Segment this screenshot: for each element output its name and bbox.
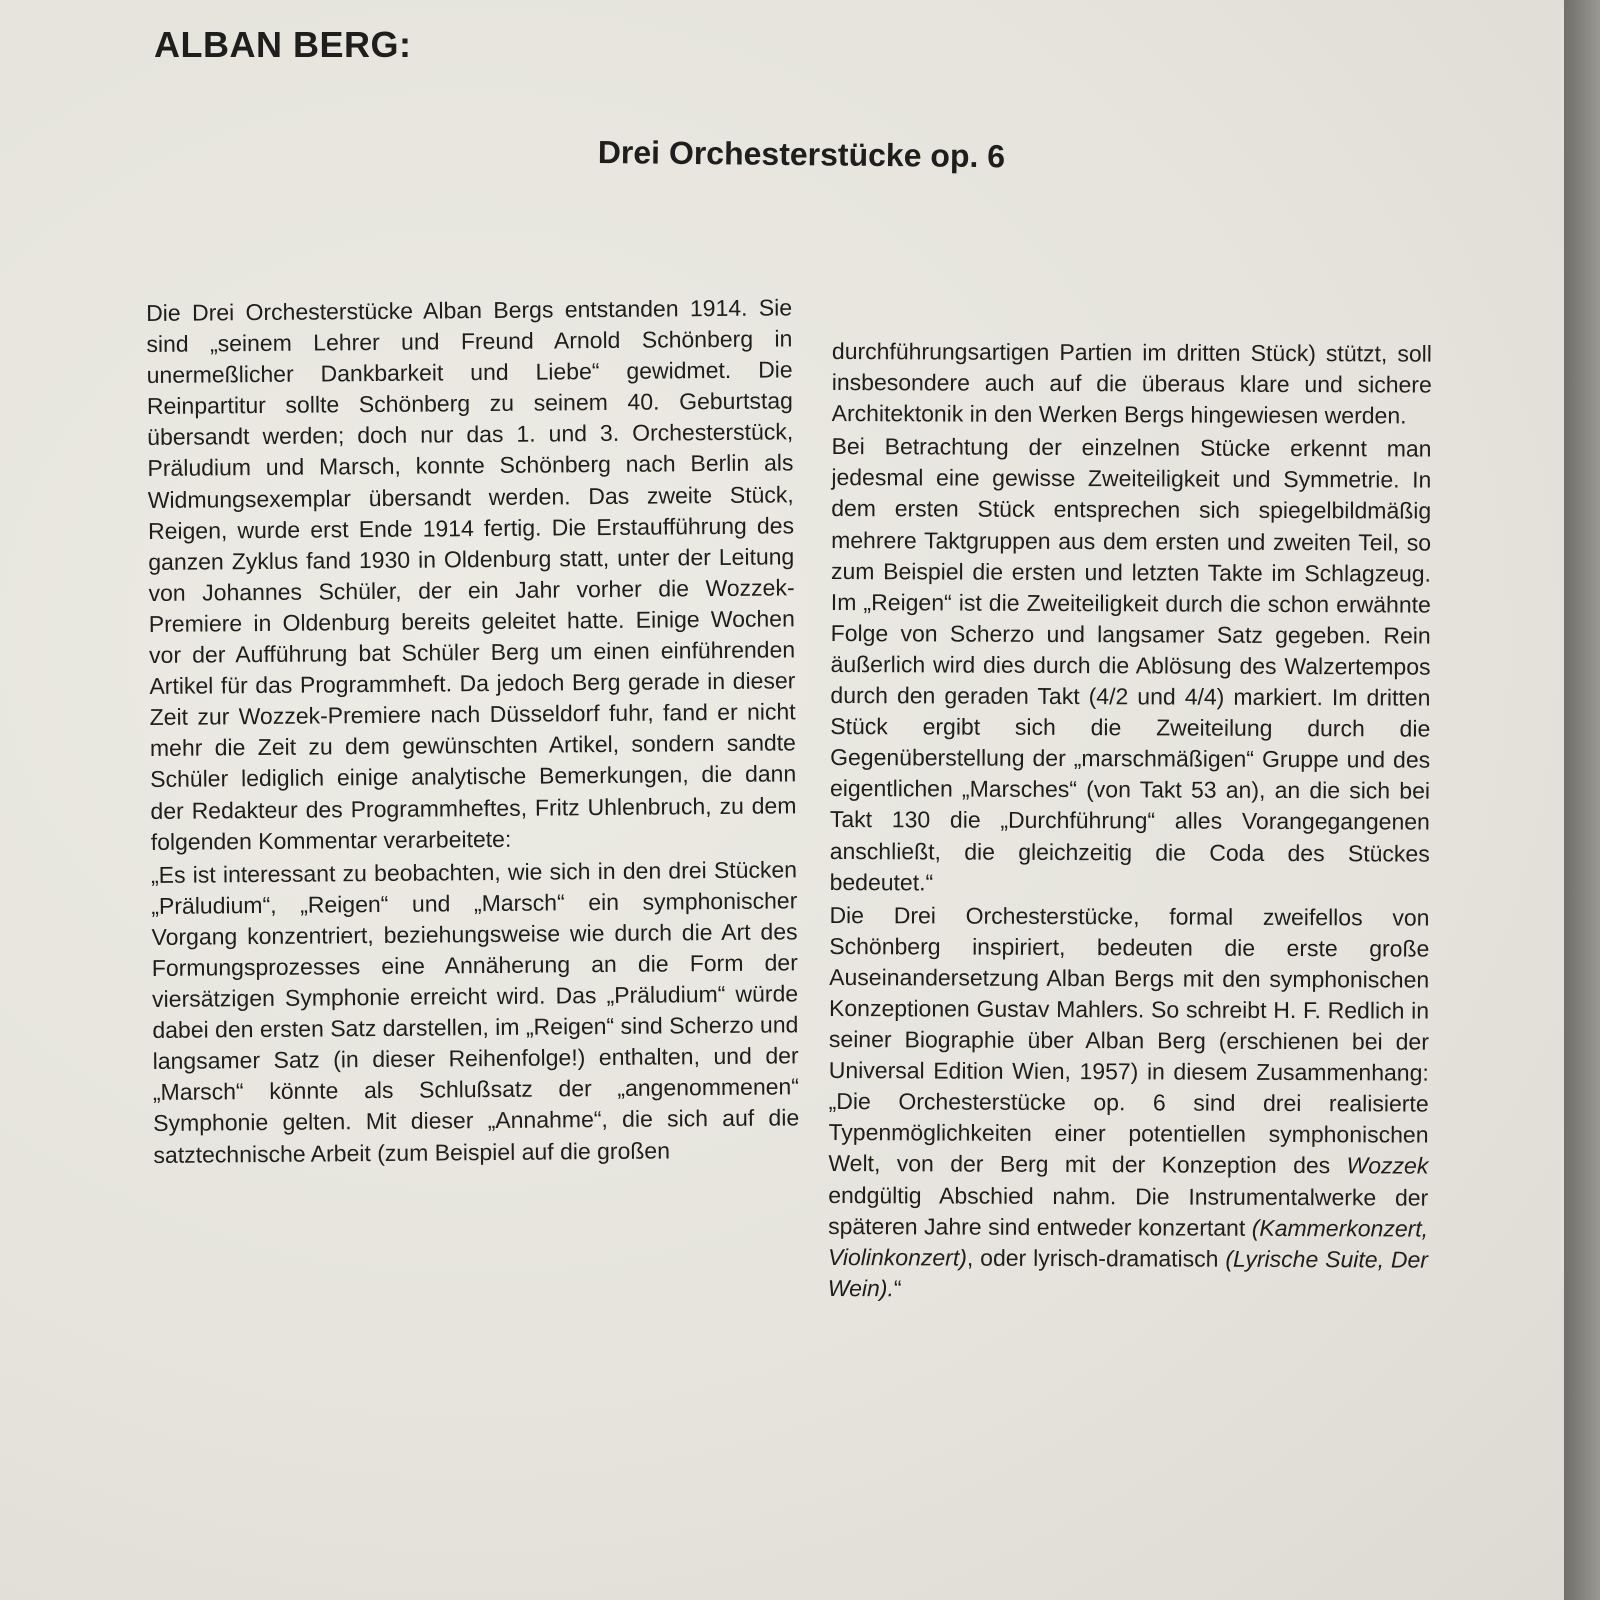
italic-text-run: (Kammerkonzert, Violinkonzert) bbox=[827, 1214, 1429, 1271]
work-title: Drei Orchesterstücke op. 6 bbox=[597, 134, 1006, 175]
paragraph: „Es ist interessant zu beobachten, wie sich in den drei Stücken „Präludium“, „Reigen“ und „Marsch“ ein symphonischer Vorgang konzentriert, beziehungsweise wie durch die Art des Formungsprozesses eine Annäherung an die Form der viersätzigen Symphonie erreicht wird. Das „Präludium“ würde dabei den ersten Satz darstellen, im „Reigen“ sind Scherzo und langsamer Satz (in dieser Reihenfolge!) enthalten, und der „Marsch“ könnte als Schlußsatz der „angenommenen“ Symphonie gelten. Mit dieser „Annahme“, die sich auf die satztechnische Arbeit (zum Beispiel auf die großen bbox=[150, 856, 800, 1168]
italic-text-run: (Lyrische Suite, Der Wein). bbox=[827, 1245, 1429, 1302]
text-run: endgültig Abschied nahm. Die Instrumentalwerke der späteren Jahre sind entweder konzertant bbox=[828, 1181, 1429, 1241]
paragraph: Bei Betrachtung der einzelnen Stücke erkennt man jedesmal eine gewisse Zweiteiligkeit und Symmetrie. In dem ersten Stück entsprechen sich spiegelbildmäßig mehrere Taktgruppen aus dem ersten und zweiten Teil, so zum Beispiel die ersten und letzten Takte im Schlagzeug. Im „Reigen“ ist die Zweiteiligkeit durch die schon erwähnte Folge von Scherzo und langsamer Satz gegeben. Rein äußerlich wird dies durch die Ablösung des Walzertempos durch den geraden Takt (4/2 und 4/4) markiert. Im dritten Stück ergibt sich die Zweiteilung durch die Gegenüberstellung der „marschmäßigen“ Gruppe und des eigentlichen „Marsches“ (von Takt 53 an), an die sich bei Takt 130 die „Durchführung“ alles Vorangegangenen anschließt, die gleichzeitig die Coda des Stückes bedeutet.“ bbox=[829, 433, 1432, 896]
left-text-column bbox=[146, 292, 800, 1170]
background-surface bbox=[1564, 0, 1600, 1600]
right-text-column bbox=[828, 336, 1432, 1307]
composer-heading: ALBAN BERG: bbox=[154, 24, 412, 65]
text-run: , oder lyrisch-dramatisch bbox=[966, 1244, 1226, 1272]
text-run: “ bbox=[893, 1275, 902, 1302]
paragraph: Die Drei Orchesterstücke Alban Bergs entstanden 1914. Sie sind „seinem Lehrer und Freund Arnold Schönberg in unermeßlicher Dankbarkeit und Liebe“ gewidmet. Die Reinpartitur sollte Schönberg zu seinem 40. Geburtstag übersandt werden; doch nur das 1. und 3. Orchesterstück, Präludium und Marsch, konnte Schönberg nach Berlin als Widmungsexemplar übersandt werden. Das zweite Stück, Reigen, wurde erst Ende 1914 fertig. Die Erstaufführung des ganzen Zyklus fand 1930 in Oldenburg statt, unter der Leitung von Johannes Schüler, der ein Jahr vorher die Wozzek-Premiere in Oldenburg bereits geleitet hatte. Einige Wochen vor der Aufführung bat Schüler Berg um einen einführenden Artikel für das Programmheft. Da jedoch Berg gerade in dieser Zeit zur Wozzek-Premiere nach Düsseldorf fuhr, fand er nicht mehr die Zeit zu dem gewünschten Artikel, sondern sandte Schüler lediglich einige analytische Bemerkungen, die dann der Redakteur des Programmheftes, Fritz Uhlenbruch, zu dem folgenden Kommentar verarbeitete: bbox=[146, 294, 797, 855]
text-run: Die Drei Orchesterstücke, formal zweifellos von Schönberg inspiriert, bedeuten die erste große Auseinandersetzung Alban Bergs mit den symphonischen Konzeptionen Gustav Mahlers. So schreibt H. F. Redlich in seiner Biographie über Alban Berg (erschienen bei der Universal Edition Wien, 1957) in diesem Zusammenhang: „Die Orchesterstücke op. 6 sind drei realisierte Typenmöglichkeiten einer potentiellen symphonischen Welt, von der Berg mit der Konzeption des bbox=[828, 901, 1430, 1179]
paragraph: durchführungsartigen Partien im dritten Stück) stützt, soll insbesondere auch auf die überaus klare und sichere Architektonik in den Werken Bergs hingewiesen werden. bbox=[831, 337, 1432, 429]
paragraph bbox=[828, 900, 1430, 1307]
italic-text-run: Wozzek bbox=[1346, 1152, 1429, 1180]
